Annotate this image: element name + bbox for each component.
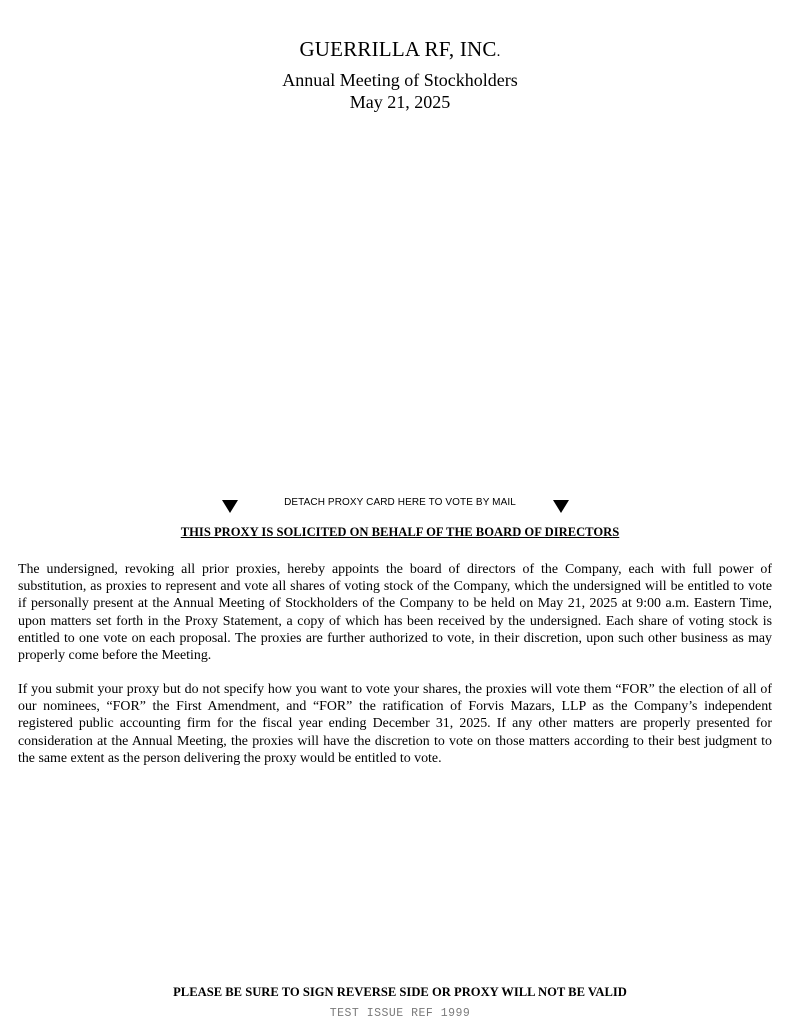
detach-instruction: DETACH PROXY CARD HERE TO VOTE BY MAIL (284, 497, 516, 508)
meeting-date: May 21, 2025 (349, 92, 451, 112)
proxy-appointment-paragraph: The undersigned, revoking all prior proxies, hereby appoints the board of directors of the Company, each with full power of substitution, as proxies to represent and vote all shares of voting stock of the Company, which the undersigned will be entitled to vote if personally present at the Annual Meeting of Stockholders of the Company to be held on May 21, 2025 at 9:00 a.m. Eastern Time, upon matters set forth in the Proxy Statement, a copy of which has been received by the undersigned. Each share of voting stock is entitled to one vote on each proposal. The proxies are further authorized to vote, in their discretion, upon such other business as may properly come before the Meeting. (18, 562, 772, 664)
company-name-suffix: . (496, 44, 501, 60)
arrow-down-icon (553, 500, 569, 513)
meeting-title: Annual Meeting of Stockholders (282, 70, 518, 90)
proxy-default-vote-paragraph: If you submit your proxy but do not specify how you want to vote your shares, the proxies will vote them “FOR” the election of all of our nominees, “FOR” the First Amendment, and “FOR” the ratification of Forvis Mazars, LLP as the Company’s independent registered public accounting firm for the fiscal year ending December 31, 2025. If any other matters are properly presented for consideration at the Annual Meeting, the proxies will have the discretion to vote on those matters according to their best judgment to the same extent as the person delivering the proxy would be entitled to vote. (18, 682, 772, 766)
proxy-heading: THIS PROXY IS SOLICITED ON BEHALF OF THE BOARD OF DIRECTORS (180, 525, 620, 539)
company-name (0, 37, 800, 62)
sign-notice: PLEASE BE SURE TO SIGN REVERSE SIDE OR PROXY WILL NOT BE VALID (173, 985, 627, 999)
company-name-text: GUERRILLA RF, INC (299, 37, 497, 61)
issue-reference: TEST ISSUE REF 1999 (329, 1007, 471, 1020)
